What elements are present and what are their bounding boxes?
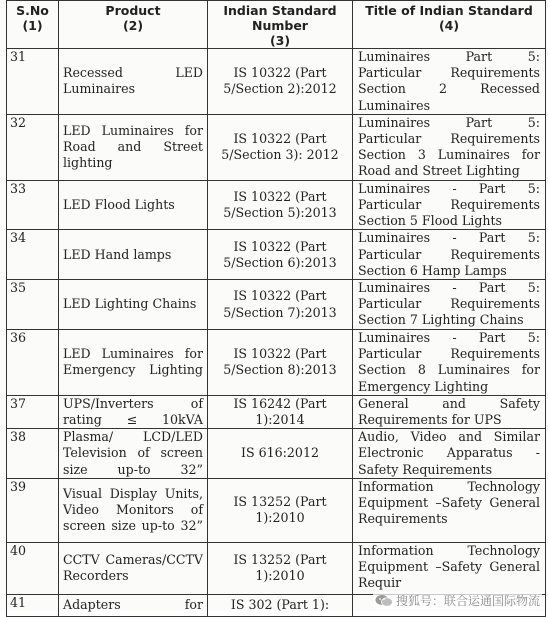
cell-product: LED Hand lamps [59, 230, 208, 280]
cell-standard: IS 10322 (Part 5/Section 2):2012 [208, 49, 353, 115]
header-standard-title: Title of Indian Standard (4) [353, 1, 546, 49]
cell-product: UPS/Inverters of rating ≤ 10kVA [59, 395, 208, 428]
cell-standard: IS 10322 (Part 5/Section 5):2013 [208, 180, 353, 230]
cell-product: Recessed LED Luminaires [59, 49, 208, 115]
cell-title: Audio, Video and Similar Electronic Apparatus - Safety Requirements [353, 429, 546, 479]
header-product: Product (2) [59, 1, 208, 49]
cell-title: Luminaires - Part 5: Particular Requirements Section 6 Hamp Lamps [353, 230, 546, 280]
cell-sno: 35 [7, 280, 59, 330]
cell-product: LED Luminaires for Emergency Lighting [59, 330, 208, 396]
cell-title: General and Safety Requirements for UPS [353, 395, 546, 428]
cell-sno: 40 [7, 542, 59, 594]
cell-product: LED Luminaires for Road and Street lighting [59, 114, 208, 180]
table-row [7, 230, 546, 280]
cell-standard: IS 616:2012 [208, 429, 353, 479]
cell-title: Luminaires - Part 5: Particular Requirements Section 7 Lighting Chains [353, 280, 546, 330]
cell-product: LED Flood Lights [59, 180, 208, 230]
cell-standard: IS 10322 (Part 5/Section 8):2013 [208, 330, 353, 396]
cell-product: Visual Display Units, Video Monitors of screen size up-to 32” [59, 478, 208, 542]
cell-title: Luminaires Part 5: Particular Requirements Section 3 Luminaires for Road and Street Lighting [353, 114, 546, 180]
cell-sno: 36 [7, 330, 59, 396]
table-row [7, 49, 546, 115]
cell-sno: 37 [7, 395, 59, 428]
cell-title: Luminaires - Part 5: Particular Requirements Section 5 Flood Lights [353, 180, 546, 230]
table-row [7, 429, 546, 479]
cell-standard: IS 16242 (Part 1):2014 [208, 395, 353, 428]
standards-table [6, 0, 546, 617]
table-row [7, 478, 546, 542]
table-row [7, 395, 546, 428]
cell-standard: IS 13252 (Part 1):2010 [208, 542, 353, 594]
watermark-text: 搜狐号：联合运通国际物流 [395, 594, 540, 608]
cell-standard: IS 10322 (Part 5/Section 3): 2012 [208, 114, 353, 180]
table-row [7, 542, 546, 594]
header-standard-number: Indian Standard Number (3) [208, 1, 353, 49]
cell-title: Information Technology Equipment –Safety General Requir [353, 542, 546, 594]
cell-product: LED Lighting Chains [59, 280, 208, 330]
table-row [7, 330, 546, 396]
cell-sno: 33 [7, 180, 59, 230]
cell-sno: 41 [7, 594, 59, 616]
table-row [7, 114, 546, 180]
table-row [7, 180, 546, 230]
cell-standard: IS 10322 (Part 5/Section 6):2013 [208, 230, 353, 280]
cell-product: Plasma/ LCD/LED Television of screen size up-to 32” [59, 429, 208, 479]
table-row [7, 280, 546, 330]
cell-sno: 34 [7, 230, 59, 280]
cell-title: Luminaires - Part 5: Particular Requirements Section 8 Luminaires for Emergency Lighting [353, 330, 546, 396]
cell-title: Information Technology Equipment –Safety General Requirements [353, 478, 546, 542]
cell-sno: 38 [7, 429, 59, 479]
cell-standard: IS 10322 (Part 5/Section 7):2013 [208, 280, 353, 330]
cell-title: Luminaires Part 5: Particular Requirements Section 2 Recessed Luminaires [353, 49, 546, 115]
cell-standard: IS 302 (Part 1): [208, 594, 353, 616]
cell-sno: 39 [7, 478, 59, 542]
wechat-icon [375, 594, 393, 607]
cell-standard: IS 13252 (Part 1):2010 [208, 478, 353, 542]
watermark [373, 592, 542, 609]
cell-product: Adapters for [59, 594, 208, 616]
cell-sno: 32 [7, 114, 59, 180]
header-row [7, 1, 546, 49]
cell-sno: 31 [7, 49, 59, 115]
cell-product: CCTV Cameras/CCTV Recorders [59, 542, 208, 594]
header-sno: S.No (1) [7, 1, 59, 49]
